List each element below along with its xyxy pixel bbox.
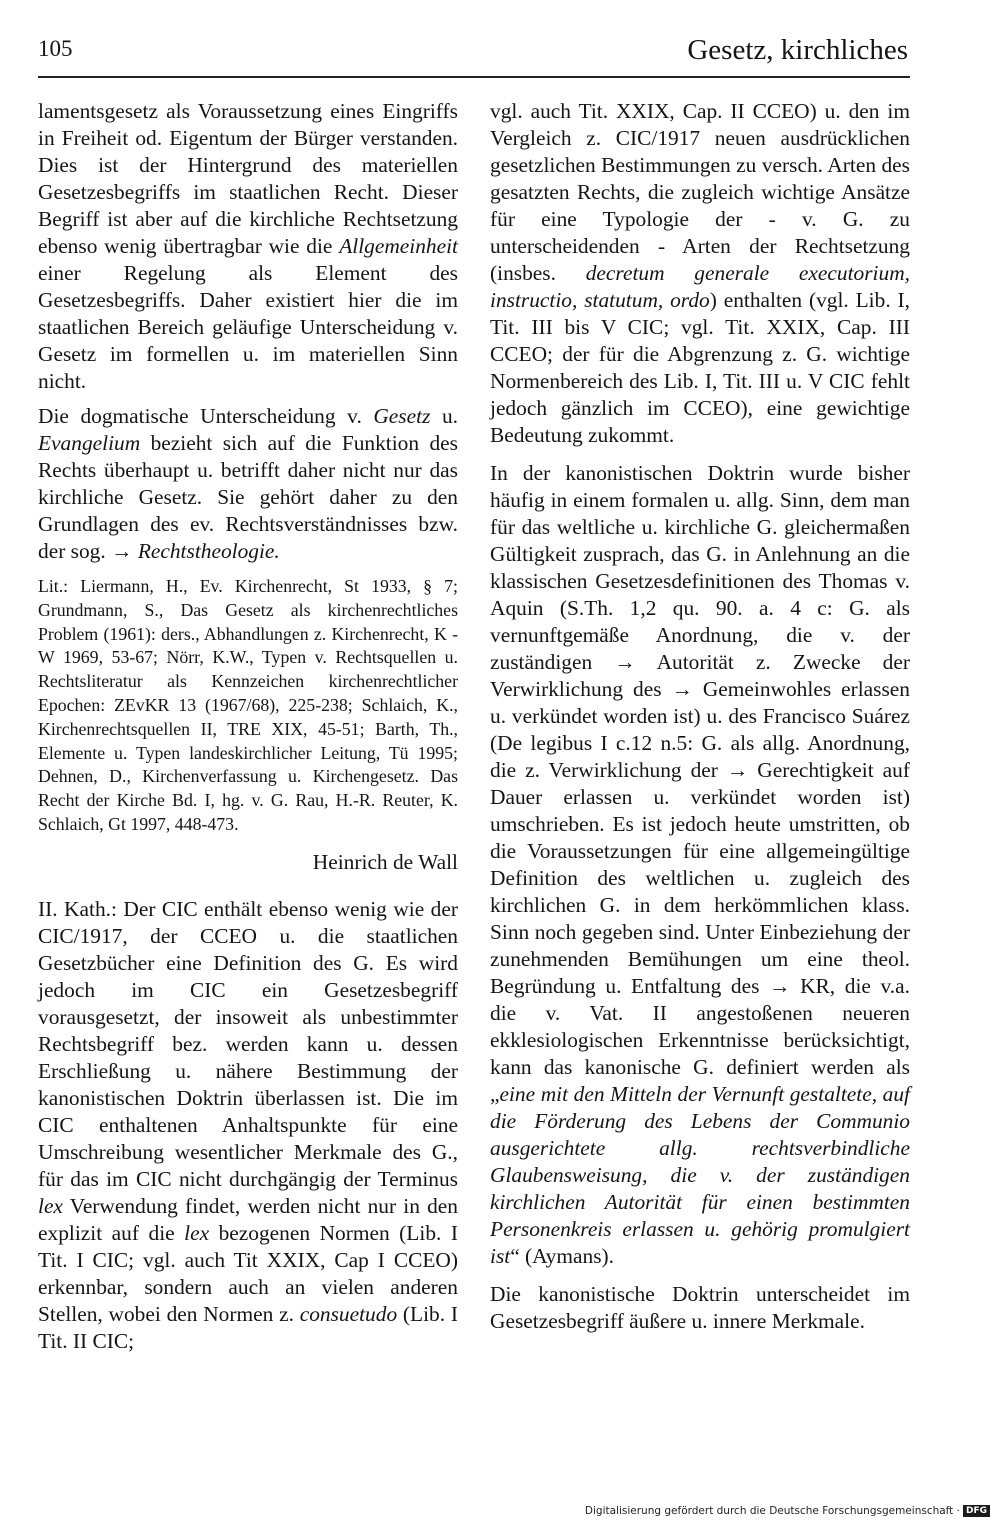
author-signature: Heinrich de Wall	[312, 849, 458, 874]
left-column	[38, 98, 458, 1355]
footer-text: Digitalisierung gefördert durch die Deutsche Forschungsgemeinschaft ·	[584, 1505, 960, 1517]
paragraph: Die kanonistische Doktrin unterscheidet im Gesetzesbegriff äußere u. innere Merkmale.	[490, 1282, 910, 1333]
paragraph: In der kanonistischen Doktrin wurde bisher häufig in einem formalen u. allg. Sinn, dem man für das weltliche u. kirchliche G. gleichermaßen Gültigkeit zusprach, das G. in Anlehnung an die klassischen Gesetzesdefinitionen des Thomas v. Aquin (S.Th. 1,2 qu. 90. a. 4 c: G. als vernunftgemäße Anordnung, die v. der zuständigen → Autorität z. Zwecke der Verwirklichung des → Gemeinwohles erlassen u. verkündet worden ist) u. des Francisco Suárez (De legibus I c.12 n.5: G. als allg. Anordnung, die z. Verwirklichung der → Gerechtigkeit auf Dauer erlassen u. verkündet worden ist) umschrieben. Es ist jedoch heute umstritten, ob die Voraussetzungen für eine allgemeingültige Definition des weltlichen u. zugleich des kirchlichen G. in dem herkömmlichen klass. Sinn noch gegeben sind. Unter Einbeziehung der zunehmenden Bemühungen um eine theol. Begründung u. Entfaltung des → KR, die v.a. die v. Vat. II angestoßenen neueren ekklesiologischen Erkenntnisse berücksichtigt, kann das kanonische G. definiert werden als „eine mit den Mitteln der Vernunft gestaltete, auf die Förderung des Lebens der Communio ausgerichtete allg. rechtsverbindliche Glaubensweisung, die v. der zuständigen kirchlichen Autorität für einen bestimmten Personenkreis erlassen u. gehörig promulgiert ist“ (Aymans).	[490, 461, 910, 1268]
header-rule	[38, 76, 910, 78]
paragraph: II. Kath.: Der CIC enthält ebenso wenig wie der CIC/1917, der CCEO u. die staatlichen Gesetzbücher eine Definition des G. Es wird jedoch im CIC ein Gesetzesbegriff vorausgesetzt, der insoweit als unbestimmter Rechtsbegriff bez. werden kann u. dessen Erschließung u. nähere Bestimmung der kanonistischen Doktrin überlassen ist. Die im CIC enthaltenen Anhaltspunkte für eine Umschreibung wesentlicher Merkmale des G., für das im CIC nicht durchgängig der Terminus lex Verwendung findet, werden nicht nur in den explizit auf die lex bezogenen Normen (Lib. I Tit. I CIC; vgl. auch Tit XXIX, Cap I CCEO) erkennbar, sondern auch an vielen anderen Stellen, wobei den Normen z. consuetudo (Lib. I Tit. II CIC;	[38, 896, 459, 1353]
page-number: 105	[38, 36, 73, 61]
paragraph: Die dogmatische Unterscheidung v. Gesetz u. Evangelium bezieht sich auf die Funktion des Rechts überhaupt u. betrifft daher nicht nur das kirchliche Gesetz. Sie gehört daher zu den Grundlagen des ev. Rechtsverständnisses bzw. der sog. → Rechtstheologie.	[38, 404, 458, 563]
paragraph: lamentsgesetz als Voraussetzung eines Eingriffs in Freiheit od. Eigentum der Bürger verstanden. Dies ist der Hintergrund des materiellen Gesetzesbegriffs im staatlichen Recht. Dieser Begriff ist aber auf die kirchliche Rechtsetzung ebenso wenig übertragbar wie die Allgemeinheit einer Regelung als Element des Gesetzesbegriffs. Daher existiert hier die im staatlichen Bereich geläufige Unterscheidung v. Gesetz im formellen u. im materiellen Sinn nicht.	[38, 99, 458, 393]
page-header	[38, 36, 908, 76]
literature-references: Lit.: Liermann, H., Ev. Kirchenrecht, St 1933, § 7; Grundmann, S., Das Gesetz als kirchenrechtliches Problem (1961): ders., Abhandlungen z. Kirchenrecht, K - W 1969, 53-67; Nörr, K.W., Typen v. Rechtsquellen u. Rechtsliteratur als Kennzeichen kirchenrechtlicher Epochen: ZEvKR 13 (1967/68), 225-238; Schlaich, K., Kirchenrechtsquellen II, TRE XIX, 45-51; Barth, Th., Elemente u. Typen landeskirchlicher Leitung, Tü 1995; Dehnen, D., Kirchenverfassung u. Kirchengesetz. Das Recht der Kirche Bd. I, hg. v. G. Rau, H.-R. Reuter, K. Schlaich, Gt 1997, 448-473.	[38, 576, 458, 834]
right-column	[490, 98, 910, 1335]
footer-credit	[585, 1505, 990, 1517]
running-title: Gesetz, kirchliches	[687, 34, 908, 66]
dfg-logo: DFG	[963, 1505, 990, 1517]
paragraph: vgl. auch Tit. XXIX, Cap. II CCEO) u. den im Vergleich z. CIC/1917 neuen ausdrücklichen gesetzlichen Bestimmungen zu versch. Arten des gesatzten Rechts, die zugleich wichtige Ansätze für eine Typologie der - v. G. zu unterscheidenden - Arten der Rechtsetzung (insbes. decretum generale executorium, instructio, statutum, ordo) enthalten (vgl. Lib. I, Tit. III bis V CIC; vgl. Tit. XXIX, Cap. III CCEO; der für die Abgrenzung z. G. wichtige Normenbereich des Lib. I, Tit. III u. V CIC fehlt jedoch gänzlich im CCEO), eine gewichtige Bedeutung zukommt.	[490, 99, 910, 447]
